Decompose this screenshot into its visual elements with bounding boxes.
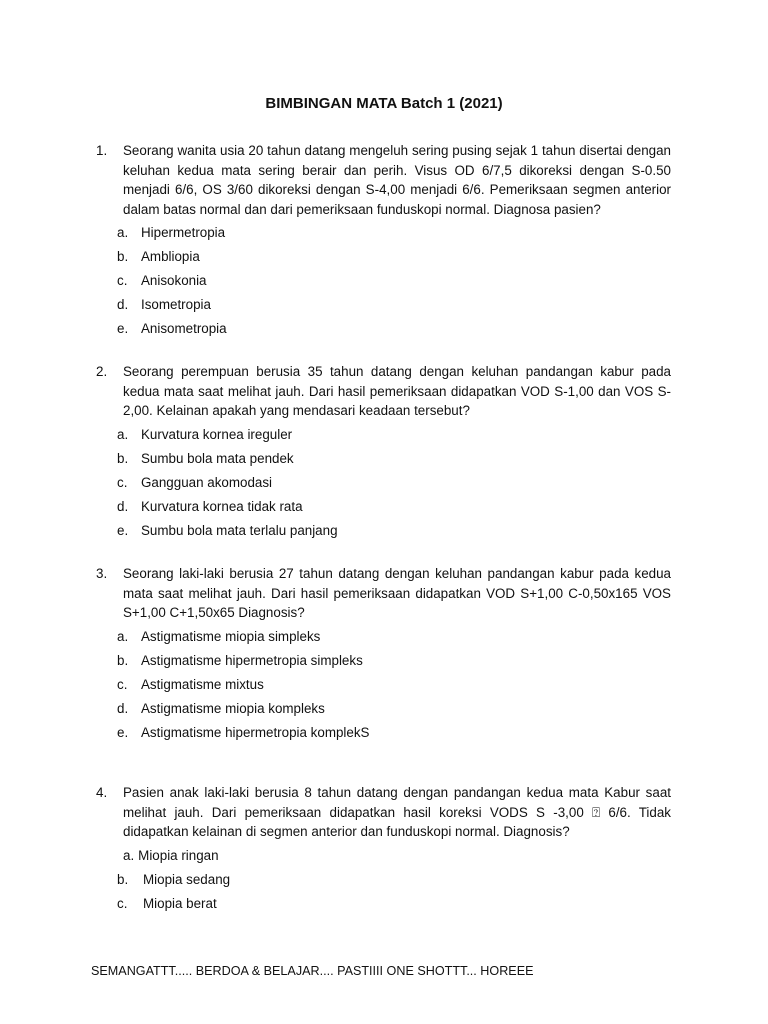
option-a <box>117 846 671 870</box>
option-letter: a. <box>117 426 129 442</box>
option-text: Astigmatisme mixtus <box>141 676 264 692</box>
option-letter: e. <box>117 522 129 538</box>
option-text: Kurvatura kornea ireguler <box>141 426 293 442</box>
option-letter: e. <box>117 321 129 336</box>
question-4 <box>96 783 671 918</box>
option-text: Astigmatisme miopia simpleks <box>141 628 321 644</box>
option-b <box>117 449 671 473</box>
question-2 <box>96 362 671 545</box>
option-text: Anisokonia <box>141 273 207 288</box>
question-number: 3. <box>96 566 108 581</box>
question-text: Seorang laki-laki berusia 27 tahun datang dengan keluhan pandangan kabur pada kedua mata saat melihat jauh. Dari hasil pemeriksaan didapatkan VOD S+1,00 C-0,50x165 VOS S+1,00 C+1,50x65 Diagnosis? <box>123 566 671 620</box>
answer-options <box>96 846 671 918</box>
option-c <box>117 271 671 295</box>
option-a <box>117 425 671 449</box>
option-c <box>117 473 671 497</box>
option-e <box>117 521 671 545</box>
option-letter: a. <box>117 628 129 644</box>
page-title: BIMBINGAN MATA Batch 1 (2021) <box>265 95 503 112</box>
option-letter: b. <box>117 652 129 668</box>
option-letter: c. <box>117 895 128 911</box>
option-letter: d. <box>117 297 129 312</box>
option-a <box>117 223 671 247</box>
option-text: Miopia ringan <box>138 847 219 863</box>
option-text: Sumbu bola mata terlalu panjang <box>141 522 338 538</box>
question-text: Seorang perempuan berusia 35 tahun datang dengan keluhan pandangan kabur pada kedua mata saat melihat jauh. Dari hasil pemeriksaan didapatkan VOD S-1,00 dan VOS S-2,00. Kelainan apakah yang mendasari keadaan tersebut? <box>123 364 671 418</box>
question-3 <box>96 564 671 747</box>
option-text: Miopia sedang <box>143 871 231 887</box>
option-c <box>117 675 671 699</box>
option-letter: b. <box>117 249 129 264</box>
option-b <box>117 651 671 675</box>
option-text: Miopia berat <box>143 895 217 911</box>
question-text: Seorang wanita usia 20 tahun datang mengeluh sering pusing sejak 1 tahun disertai dengan keluhan kedua mata sering berair dan perih. Visus OD 6/7,5 dikoreksi dengan S-0.50 menjadi 6/6, OS 3/60 dikoreksi dengan S-4,00 menjadi 6/6. Pemeriksaan segmen anterior dalam batas normal dan dari pemeriksaan funduskopi normal. Diagnosa pasien? <box>123 143 671 217</box>
option-letter: c. <box>117 474 128 490</box>
option-text: Ambliopia <box>141 249 200 264</box>
option-letter: a. <box>123 847 135 863</box>
option-a <box>117 627 671 651</box>
option-text: Astigmatisme miopia kompleks <box>141 700 325 716</box>
answer-options <box>96 223 671 343</box>
option-d <box>117 497 671 521</box>
answer-options <box>96 627 671 747</box>
option-d <box>117 699 671 723</box>
option-letter: b. <box>117 450 129 466</box>
option-b <box>117 247 671 271</box>
option-c <box>117 894 671 918</box>
question-number: 4. <box>96 785 108 800</box>
question-number: 1. <box>96 143 108 158</box>
option-letter: c. <box>117 273 128 288</box>
option-b <box>117 870 671 894</box>
option-text: Anisometropia <box>141 321 227 336</box>
question-number: 2. <box>96 364 108 379</box>
question-text: Pasien anak laki-laki berusia 8 tahun datang dengan pandangan kedua mata Kabur saat melihat jauh. Dari pemeriksaan didapatkan hasil koreksi VODS S -3,00 ⍰ 6/6. Tidak didapatkan kelainan di segmen anterior dan funduskopi normal. Diagnosis? <box>123 785 671 839</box>
answer-options <box>96 425 671 545</box>
option-text: Astigmatisme hipermetropia simpleks <box>141 652 363 668</box>
option-letter: c. <box>117 676 128 692</box>
option-letter: b. <box>117 871 129 887</box>
option-d <box>117 295 671 319</box>
option-text: Astigmatisme hipermetropia komplekS <box>141 724 370 740</box>
option-e <box>117 319 671 343</box>
option-e <box>117 723 671 747</box>
option-text: Kurvatura kornea tidak rata <box>141 498 303 514</box>
option-text: Isometropia <box>141 297 211 312</box>
question-1 <box>96 141 671 343</box>
option-letter: e. <box>117 724 129 740</box>
footer-motivation: SEMANGATTT..... BERDOA & BELAJAR.... PASTIIII ONE SHOTTT... HOREEE <box>91 964 534 978</box>
option-text: Sumbu bola mata pendek <box>141 450 294 466</box>
option-text: Gangguan akomodasi <box>141 474 273 490</box>
option-letter: d. <box>117 700 129 716</box>
option-letter: a. <box>117 225 129 240</box>
option-text: Hipermetropia <box>141 225 226 240</box>
option-letter: d. <box>117 498 129 514</box>
